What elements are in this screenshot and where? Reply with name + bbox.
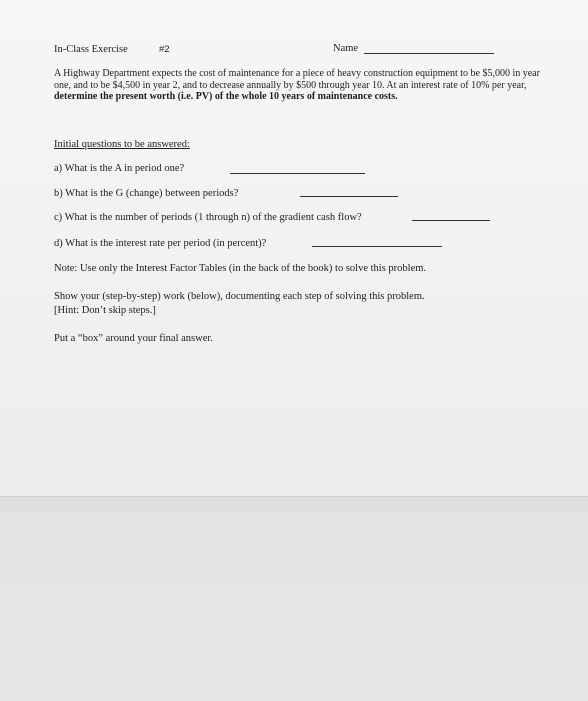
question-b: b) What is the G (change) between periods? [54, 188, 239, 199]
questions-heading: Initial questions to be answered: [54, 139, 190, 150]
question-a: a) What is the A in period one? [54, 163, 185, 174]
answer-a-blank[interactable] [230, 173, 365, 174]
question-c: c) What is the number of periods (1 through n) of the gradient cash flow? [54, 212, 362, 223]
answer-c-blank[interactable] [412, 220, 490, 221]
exercise-title: In-Class Exercise [54, 44, 128, 55]
show-work-text: Show your (step-by-step) work (below), documenting each step of solving this problem. [54, 291, 425, 302]
name-blank[interactable] [364, 53, 494, 54]
exercise-number: #2 [159, 44, 170, 55]
problem-text-bold: determine the present worth (i.e. PV) of the whole 10 years of maintenance costs. [54, 91, 398, 102]
page-fold-shadow [0, 496, 588, 701]
question-d: d) What is the interest rate per period (in percent)? [54, 238, 267, 249]
hint-text: [Hint: Don’t skip steps.] [54, 305, 156, 316]
answer-d-blank[interactable] [312, 246, 442, 247]
problem-statement [54, 68, 544, 103]
problem-text: A Highway Department expects the cost of maintenance for a piece of heavy construction equipment to be $5,000 in year one, and to be $4,500 in year 2, and to decrease annually by $500 through year 10. At an interest rate of 10% per year, [54, 68, 540, 91]
note-text: Note: Use only the Interest Factor Tables (in the back of the book) to solve this problem. [54, 263, 427, 274]
box-instruction: Put a “box” around your final answer. [54, 333, 213, 344]
answer-b-blank[interactable] [300, 196, 398, 197]
name-label: Name [333, 43, 359, 54]
